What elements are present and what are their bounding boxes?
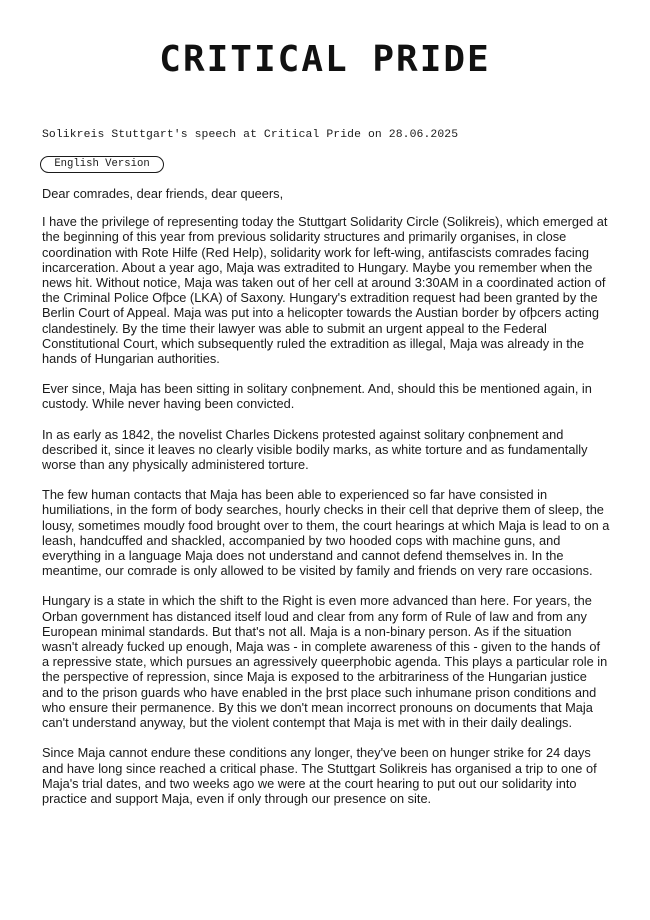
paragraph: In as early as 1842, the novelist Charles Dickens protested against solitary conþnement and described it, since it leaves no clearly visible bodily marks, as white torture and as fundamentally worse than any physically administered torture. (42, 426, 588, 473)
paragraph: Since Maja cannot endure these conditions any longer, they've been on hunger strike for 24 days and have long since reached a critical phase. The Stuttgart Solikreis has organised a trip to one of Maja's trial dates, and two weeks ago we were at the court hearing to put out our solidarity into practice and support Maja, even if only through our presence on site. (42, 745, 597, 806)
document-subtitle: Solikreis Stuttgart's speech at Critical Pride on 28.06.2025 (42, 129, 459, 141)
paragraph: I have the privilege of representing today the Stuttgart Solidarity Circle (Solikreis), which emerged at the beginning of this year from previous solidarity structures and primarily organises, in close coordination with Rote Hilfe (Red Help), solidarity work for left-wing, antifascists comrades facing incarceration. About a year ago, Maja was extradited to Hungary. Maybe you remember when the news hit. Without notice, Maja was taken out of her cell at around 3:30AM in a coordinated action of the Criminal Police Ofþce (LKA) of Saxony. Hungary's extradition request had been granted by the Berlin Court of Appeal. Maja was put into a helicopter towards the Austian border by ofþcers acting clandestinely. By the time their lawyer was able to submit an urgent appeal to the Federal Constitutional Court, which subsequently ruled the extradition as illegal, Maja was already in the hands of Hungarian authorities. (42, 214, 608, 367)
paragraph: Hungary is a state in which the shift to the Right is even more advanced than here. For years, the Orban government has distanced itself loud and clear from any form of Rule of law and from any European minimal standards. But that's not all. Maja is a non-binary person. As if the situation wasn't already fucked up enough, Maja was - in complete awareness of this - given to the hands of a repressive state, which pursues an agressively queerphobic agenda. This plays a particular role in the perspective of repression, since Maja is exposed to the arbitrariness of the Hungarian justice and to the prison guards who have enabled in the þrst place such inhumane prison conditions and who ensure their permanence. By this we don't mean incorrect pronouns on documents that Maja can't understand anyway, but the violent contempt that Maja is met with in their daily dealings. (42, 593, 608, 731)
paragraph: Ever since, Maja has been sitting in solitary conþnement. And, should this be mentioned again, in custody. While never having been convicted. (42, 381, 592, 412)
speech-body (42, 186, 610, 821)
page-title: CRITICAL PRIDE (159, 39, 491, 80)
paragraph-greeting: Dear comrades, dear friends, dear queers, (42, 186, 284, 201)
language-badge: English Version (40, 156, 164, 173)
paragraph: The few human contacts that Maja has been able to experienced so far have consisted in humiliations, in the form of body searches, hourly checks in their cell that deprive them of sleep, the lousy, sometimes moudly food brought over to them, the court hearings at which Maja is lead to on a leash, handcuffed and shackled, accompanied by two hooded cops with machine guns, and everything in a language Maja does not understand and cannot defend themselves in. In the meantime, our comrade is only allowed to be visited by family and friends on very rare occasions. (42, 487, 610, 579)
